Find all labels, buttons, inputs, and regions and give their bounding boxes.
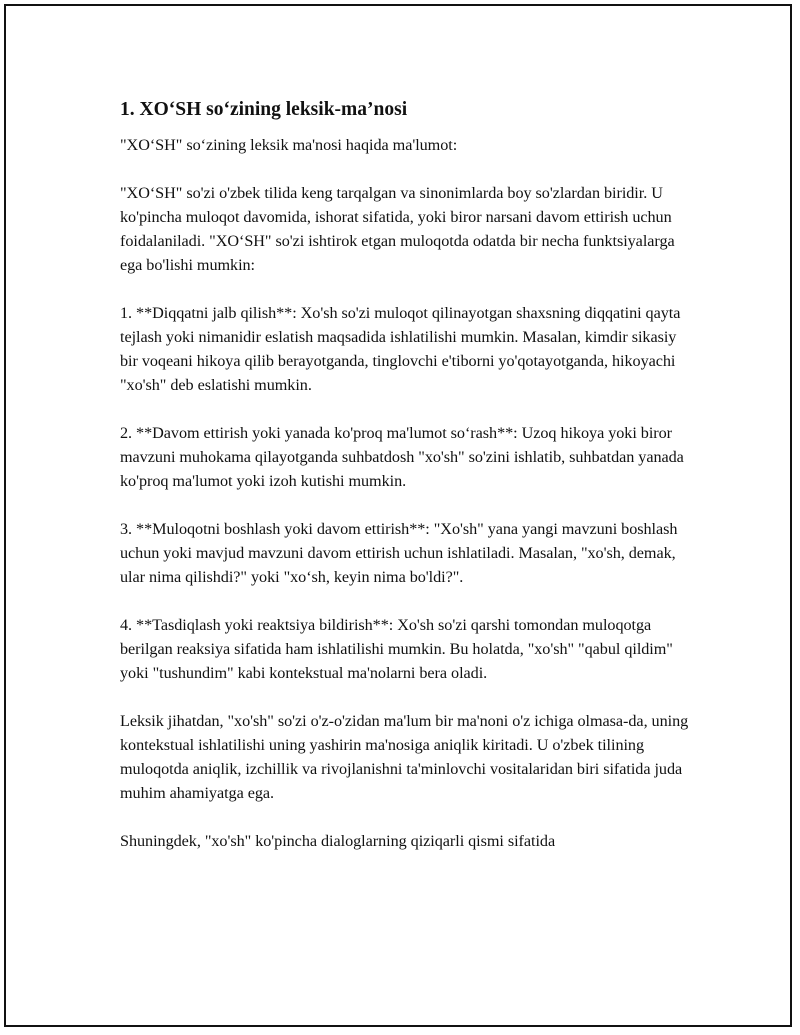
document-page xyxy=(4,4,792,1027)
document-body xyxy=(120,98,690,877)
section-heading: 1. XO‘SH so‘zining leksik-ma’nosi xyxy=(120,99,408,120)
paragraph-point-1: 1. **Diqqatni jalb qilish**: Xo'sh so'zi muloqot qilinayotgan shaxsning diqqatini qayta tejlash yoki nimanidir eslatish maqsadida ishlatilishi mumkin. Masalan, kimdir sikasiy bir voqeani hikoya qilib berayotganda, tinglovchi e'tiborni yo'qotayotganda, hikoyachi "xo'sh" deb eslatishi mumkin. xyxy=(120,304,681,394)
paragraph-intro: "XO‘SH" so‘zining leksik ma'nosi haqida ma'lumot: xyxy=(120,136,458,154)
paragraph-lexical: Leksik jihatdan, "xo'sh" so'zi o'z-o'zidan ma'lum bir ma'noni o'z ichiga olmasa-da, uning kontekstual ishlatilishi uning yashirin ma'nosiga aniqlik kiritadi. U o'zbek tilining muloqotda aniqlik, izchillik va rivojlanishni ta'minlovchi vositalaridan biri sifatida juda muhim ahamiyatga ega. xyxy=(120,712,689,802)
paragraph-point-4: 4. **Tasdiqlash yoki reaktsiya bildirish**: Xo'sh so'zi qarshi tomondan muloqotga berilgan reaksiya sifatida ham ishlatilishi mumkin. Bu holatda, "xo'sh" "qabul qildim" yoki "tushundim" kabi kontekstual ma'nolarni bera oladi. xyxy=(120,616,673,682)
paragraph-point-2: 2. **Davom ettirish yoki yanada ko'proq ma'lumot so‘rash**: Uzoq hikoya yoki biror mavzuni muhokama qilayotganda suhbatdosh "xo'sh" so'zini ishlatib, suhbatdan yanada ko'proq ma'lumot yoki izoh kutishi mumkin. xyxy=(120,424,684,490)
paragraph-closing: Shuningdek, "xo'sh" ko'pincha dialoglarning qiziqarli qismi sifatida xyxy=(120,832,556,850)
paragraph-overview: "XO‘SH" so'zi o'zbek tilida keng tarqalgan va sinonimlarda boy so'zlardan biridir. U ko'pincha muloqot davomida, ishorat sifatida, yoki biror narsani davom ettirish uchun foidalaniladi. "XO‘SH" so'zi ishtirok etgan muloqotda odatda bir necha funktsiyalarga ega bo'lishi mumkin: xyxy=(120,184,675,274)
paragraph-point-3: 3. **Muloqotni boshlash yoki davom ettirish**: "Xo'sh" yana yangi mavzuni boshlash uchun yoki mavjud mavzuni davom ettirish uchun ishlatiladi. Masalan, "xo'sh, demak, ular nima qilishdi?" yoki "xo‘sh, keyin nima bo'ldi?". xyxy=(120,520,678,586)
